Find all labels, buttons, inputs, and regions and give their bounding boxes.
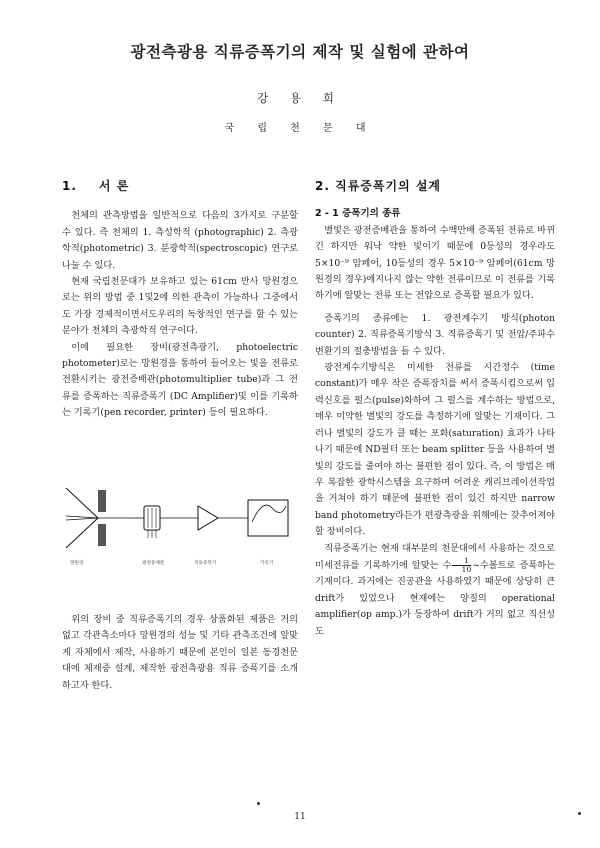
affiliation: 국 립 천 문 대 [224,123,376,134]
fraction-denominator: 10 [461,564,472,574]
para-text: 직류증폭기는 현재 대부분의 천문대에서 사용하는 것으로 미세전류를 기록하기에 알맞는 수 [315,542,555,571]
telescope-symbol [66,488,128,548]
recorder-symbol [248,500,288,536]
section2-heading [315,178,555,194]
diagram-label: 광전증배관 [142,561,165,566]
section2-paragraph: 별빛은 광전증배관을 통하여 수백만배 증폭된 전류로 바뀌긴 하지만 워낙 약한 빛이기 때문에 0등성의 경우라도 5×10⁻⁹ 암페어, 10등성의 경우 5×10⁻⁹ 암페어(61cm 망원경의 경우)에지나지 않는 약한 전류이므로 이 전류를 기록하기에 알맞는 전류 또는 전압으로 증폭할 필요가 있다. [315,224,555,302]
left-column-continued [62,612,298,694]
photomultiplier-symbol [128,506,198,538]
section1-number: 1. [62,179,77,193]
para-text: ~수볼트로 증폭하는 기재이다. 과거에는 진공관을 사용하였기 때문에 상당히 큰 drift가 있었으나 현재에는 양질의 operational amplifier(op amp.)가 등장하여 drift가 거의 없고 직선성도 [315,559,555,637]
diagram-label: 기록기 [260,561,274,566]
section1-paragraph: 천체의 관측방법을 일반적으로 다음의 3가지로 구분할 수 있다. 즉 천체의 1. 측성학적 (photographic) 2. 측광학적(photometric) 3. 분광학적(spectroscopic) 연구로 나눌 수 있다. [62,210,298,271]
section1-paragraph: 이에 필요한 장비(광전측광기, photoelectric photometer)로는 망원경을 통하여 들어오는 빛을 전류로 전환시키는 광전증배관(photomultiplier tube)과 그 전류를 증폭하는 직류증폭기 (DC Amplifier)및 이를 기록하는 기록기(pen recorder, printer) 등이 필요하다. [62,341,298,419]
section2-paragraph-last [315,541,555,640]
amplifier-symbol [198,506,248,530]
section2-paragraph: 증폭기의 종류에는 1. 광전계수기 방식(photon counter) 2. 직류증폭기방식 3. 직류증폭기 및 전압/주파수 변환기의 절충방법을 들 수 있다. [315,312,555,357]
section1-paragraph: 현재 국립천문대가 보유하고 있는 61cm 반사 망원경으로는 위의 방법 중 1및2에 의한 관측이 가능하나 그중에서도 가장 경제적이면서도우리의 독창적인 연구를 할 수 있는 분야가 천체의 측광학적 연구이다. [62,276,298,337]
page-number: 11 [294,812,306,822]
scan-speck [578,812,581,815]
system-block-diagram [58,478,303,570]
right-column [315,178,555,640]
section1-heading [62,178,298,194]
section2-number: 2. [315,179,330,193]
fraction [452,557,471,574]
scan-speck [257,802,260,805]
fraction-numerator: 1 [452,557,471,566]
author-name: 강 용 희 [257,91,343,105]
diagram-label: 망원경 [70,561,84,566]
section1-title: 서 론 [98,179,130,193]
left-column [62,178,298,422]
section2-paragraph: 광전계수기방식은 미세한 전류를 시간정수 (time constant)가 매우 작은 증폭장치를 써서 증폭시킴으로써 입력신호를 펄스(pulse)화하여 그 펄스를 계수하는 방법으로, 매우 미약한 별빛의 강도를 측정하기에 알맞는 기재이다. 그러나 별빛의 강도가 클 때는 포화(saturation) 효과가 나타나기 때문에 ND필터 또는 beam splitter 등을 사용하여 별빛의 강도를 줄여야 하는 불편한 점이 있다. 즉, 이 방법은 매우 복잡한 광학시스템을 요구하며 어려운 캐리브레이션작업을 거쳐야 하기 때문에 불편한 점이 있긴 하지만 narrow band photometry라든가 편광측광을 위해에는 갖추어져야할 장비이다. [315,362,555,538]
section2-title: 직류증폭기의 설계 [335,179,442,193]
section1-paragraph: 위의 장비 중 직류증폭기의 경우 상품화된 제품은 거의 없고 각관측소마다 망원경의 성능 및 기타 관측조건에 알맞게 자체에서 제작, 사용하기 때문에 본인이 일본 동경천문대에 체재중 설계, 제작한 광전측광용 직류 증폭기를 소개하고자 한다. [62,614,298,691]
subsection-heading: 2 - 1 증폭기의 종류 [315,208,401,220]
paper-title: 광전측광용 직류증폭기의 제작 및 실험에 관하여 [130,43,470,61]
diagram-label: 직류증폭기 [194,561,217,566]
